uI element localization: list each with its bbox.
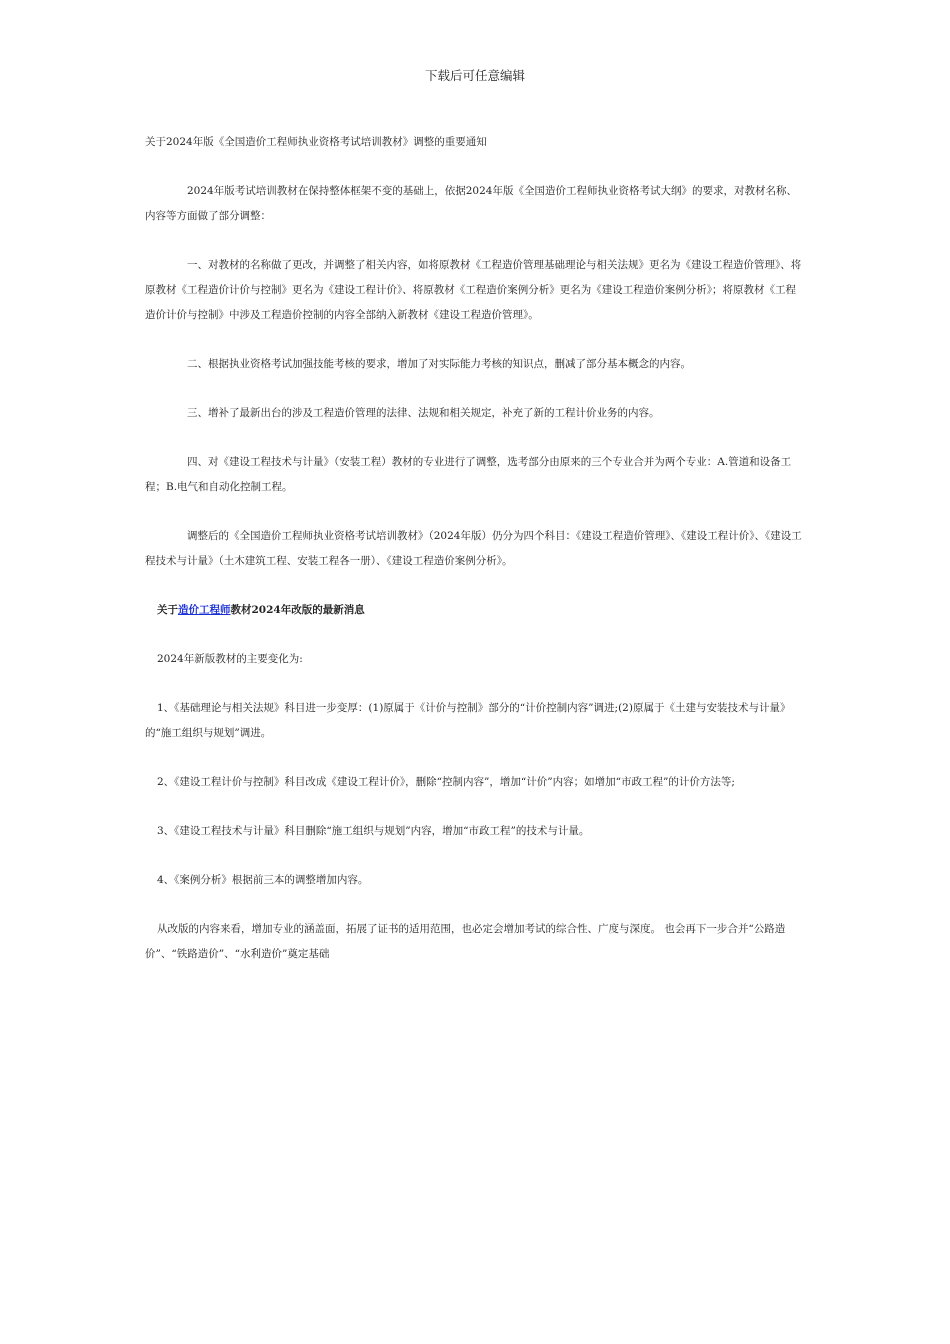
news-intro: 2024年新版教材的主要变化为: bbox=[157, 653, 303, 665]
notice-title: 关于2024年版《全国造价工程师执业资格考试培训教材》调整的重要通知 bbox=[145, 136, 487, 148]
news-title bbox=[145, 598, 805, 623]
news-item-4: 4、《案例分析》根据前三本的调整增加内容。 bbox=[157, 874, 369, 886]
notice-item-3: 三、增补了最新出台的涉及工程造价管理的法律、法规和相关规定，补充了新的工程计价业务的内容。 bbox=[187, 407, 660, 419]
news-title-suffix: 教材2024年改版的最新消息 bbox=[230, 604, 365, 616]
document-body bbox=[145, 130, 805, 967]
notice-summary: 调整后的《全国造价工程师执业资格考试培训教材》（2024年版）仍分为四个科目：《建设工程造价管理》、《建设工程计价》、《建设工程技术与计量》（土木建筑工程、安装工程各一册）、《建设工程造价案例分析》。 bbox=[145, 530, 802, 567]
notice-item-1: 一、对教材的名称做了更改，并调整了相关内容，如将原教材《工程造价管理基础理论与相关法规》更名为《建设工程造价管理》、将原教材《工程造价计价与控制》更名为《建设工程计价》、将原教材《工程造价案例分析》更名为《建设工程造价案例分析》；将原教材《工程造价计价与控制》中涉及工程造价控制的内容全部纳入新教材《建设工程造价管理》。 bbox=[145, 259, 802, 321]
page-header: 下载后可任意编辑 bbox=[424, 68, 525, 83]
news-title-link[interactable]: 造价工程师 bbox=[178, 604, 231, 616]
notice-intro: 2024年版考试培训教材在保持整体框架不变的基础上，依据2024年版《全国造价工程师执业资格考试大纲》的要求，对教材名称、内容等方面做了部分调整： bbox=[145, 185, 797, 222]
notice-item-4: 四、对《建设工程技术与计量》（安装工程）教材的专业进行了调整，选考部分由原来的三个专业合并为两个专业：A.管道和设备工程；B.电气和自动化控制工程。 bbox=[145, 456, 792, 493]
news-item-2: 2、《建设工程计价与控制》科目改成《建设工程计价》，删除“控制内容”，增加“计价”内容；如增加“市政工程”的计价方法等; bbox=[157, 776, 735, 788]
news-title-prefix: 关于 bbox=[157, 604, 178, 616]
news-item-1: 1、《基础理论与相关法规》科目进一步变厚：(1)原属于《计价与控制》部分的“计价控制内容”调进;(2)原属于《土建与安装技术与计量》的“施工组织与规划”调进。 bbox=[145, 702, 791, 739]
news-item-3: 3、《建设工程技术与计量》科目删除“施工组织与规划”内容，增加“市政工程”的技术与计量。 bbox=[157, 825, 590, 837]
notice-item-2: 二、根据执业资格考试加强技能考核的要求，增加了对实际能力考核的知识点，删减了部分基本概念的内容。 bbox=[187, 358, 691, 370]
news-conclusion: 从改版的内容来看，增加专业的涵盖面，拓展了证书的适用范围，也必定会增加考试的综合性、广度与深度。 也会再下一步合并“公路造价”、“铁路造价”、“水利造价”奠定基础 bbox=[145, 923, 786, 960]
